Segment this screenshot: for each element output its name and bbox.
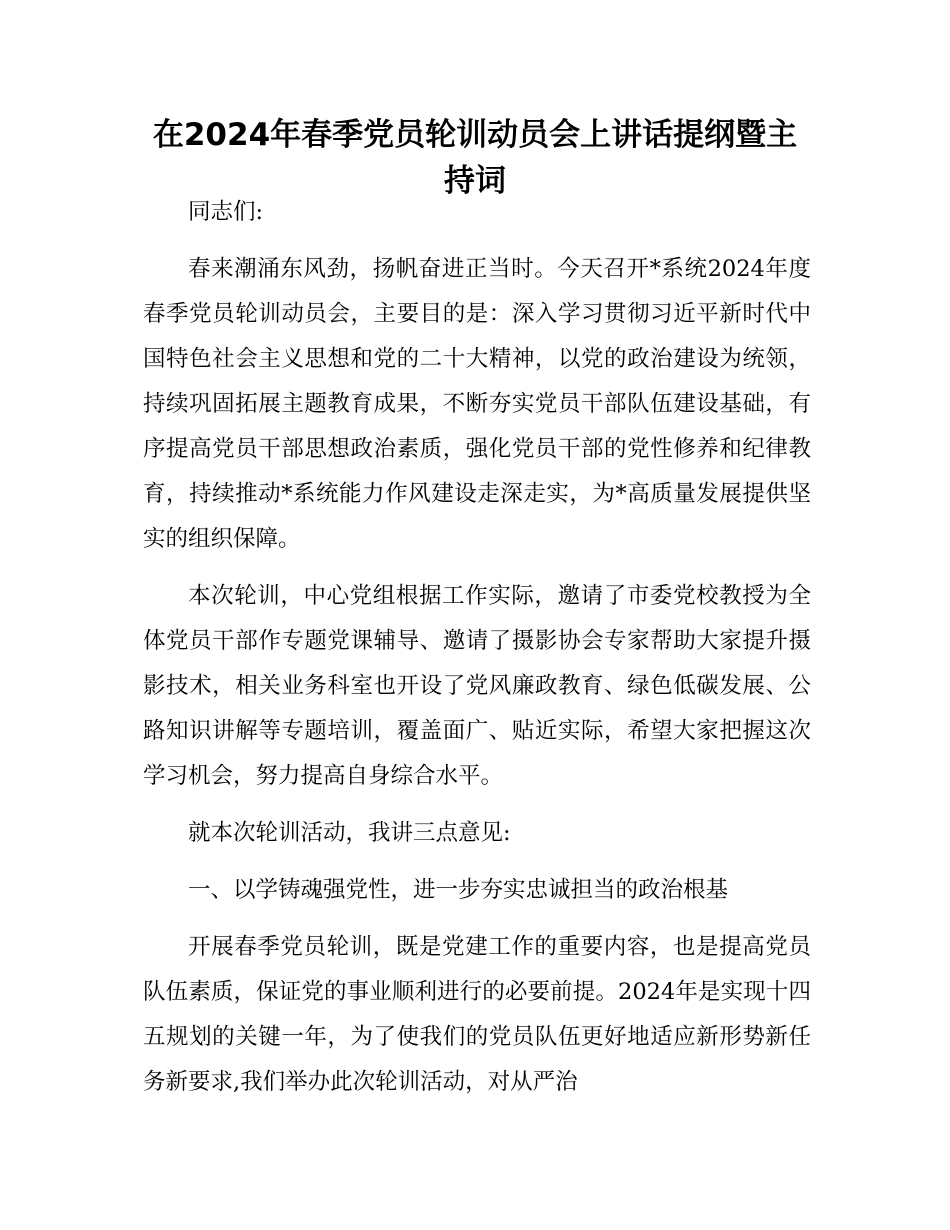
section-heading-one: 一、以学铸魂强党性，进一步夯实忠诚担当的政治根基 — [188, 877, 729, 903]
paragraph-intro: 春来潮涌东风劲，扬帆奋进正当时。今天召开*系统2024年度春季党员轮训动员会，主要目的是：深入学习贯彻习近平新时代中国特色社会主义思想和党的二十大精神，以党的政治建设为统领，持续巩固拓展主题教育成果，不断夯实党员干部队伍建设基础，有序提高党员干部思想政治素质，强化党员干部的党性修养和纪律教育，持续推动*系统能力作风建设走深走实，为*高质量发展提供坚实的组织保障。 — [143, 256, 811, 552]
paragraph-section-one: 开展春季党员轮训，既是党建工作的重要内容，也是提高党员队伍素质，保证党的事业顺利进行的必要前提。2024年是实现十四五规划的关键一年，为了使我们的党员队伍更好地适应新形势新任务新要求,我们举办此次轮训活动，对从严治 — [143, 934, 811, 1095]
paragraph-training: 本次轮训，中心党组根据工作实际，邀请了市委党校教授为全体党员干部作专题党课辅导、邀请了摄影协会专家帮助大家提升摄影技术，相关业务科室也开设了党风廉政教育、绿色低碳发展、公路知识讲解等专题培训，覆盖面广、贴近实际，希望大家把握这次学习机会，努力提高自身综合水平。 — [143, 583, 811, 789]
salutation: 同志们: — [188, 199, 264, 225]
document-body — [143, 190, 811, 1117]
paragraph-three-points: 就本次轮训活动，我讲三点意见: — [188, 820, 511, 846]
document-title: 在2024年春季党员轮训动员会上讲话提纲暨主持词 — [152, 117, 798, 199]
